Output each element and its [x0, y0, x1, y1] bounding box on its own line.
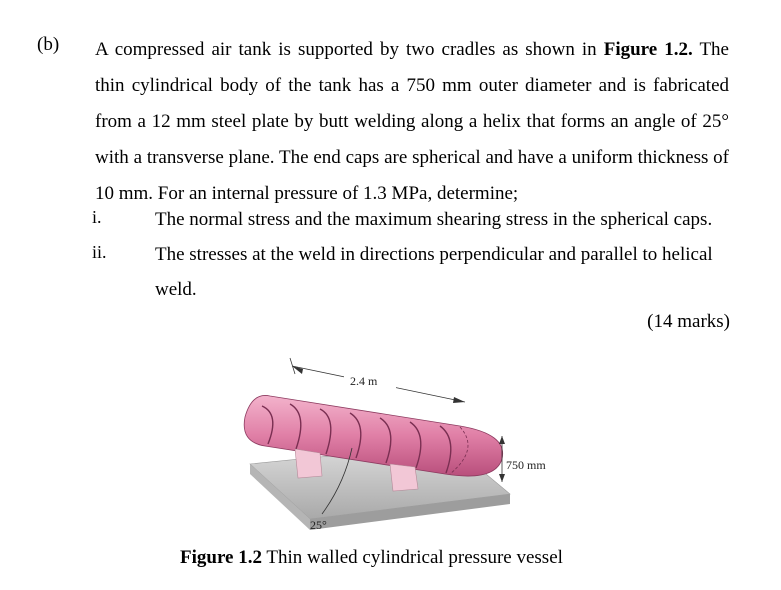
- question-paragraph: [95, 32, 729, 212]
- length-label: 2.4 m: [350, 374, 378, 388]
- diameter-arrow-top: [499, 436, 505, 444]
- length-arrow-right: [453, 397, 465, 403]
- item-1-number: i.: [92, 207, 102, 227]
- figure-reference: Figure 1.2.: [603, 39, 693, 60]
- marks-label: (14 marks): [647, 311, 730, 332]
- angle-label: 25°: [310, 518, 327, 532]
- intro-text-1: A compressed air tank is supported by two cradles as shown in: [95, 39, 604, 60]
- tank-illustration: [240, 354, 580, 534]
- figure-pressure-vessel: [240, 354, 580, 534]
- item-1-text: The normal stress and the maximum shearing stress in the spherical caps.: [155, 209, 713, 230]
- diameter-arrow-bottom: [499, 474, 505, 482]
- length-dimension-tick-left: [290, 358, 295, 374]
- caption-figure-number: Figure 1.2: [180, 547, 262, 568]
- question-label: (b): [37, 34, 60, 55]
- cradle-left: [295, 449, 322, 478]
- cradle-right: [390, 464, 418, 491]
- diameter-label: 750 mm: [506, 458, 546, 472]
- caption-text: Thin walled cylindrical pressure vessel: [261, 547, 563, 568]
- figure-caption: [180, 547, 563, 569]
- item-2-text: The stresses at the weld in directions perpendicular and parallel to helical weld.: [155, 244, 713, 300]
- intro-text-2: The thin cylindrical body of the tank has a 750 mm outer diameter and is fabricated from a 12 mm steel plate by butt welding along a helix that forms an angle of 25° with a transverse plane. The end caps are spherical and have a uniform thickness of 10 mm. For an internal pressure of 1.3 MPa, determine;: [95, 39, 729, 204]
- item-2-number: ii.: [92, 242, 107, 262]
